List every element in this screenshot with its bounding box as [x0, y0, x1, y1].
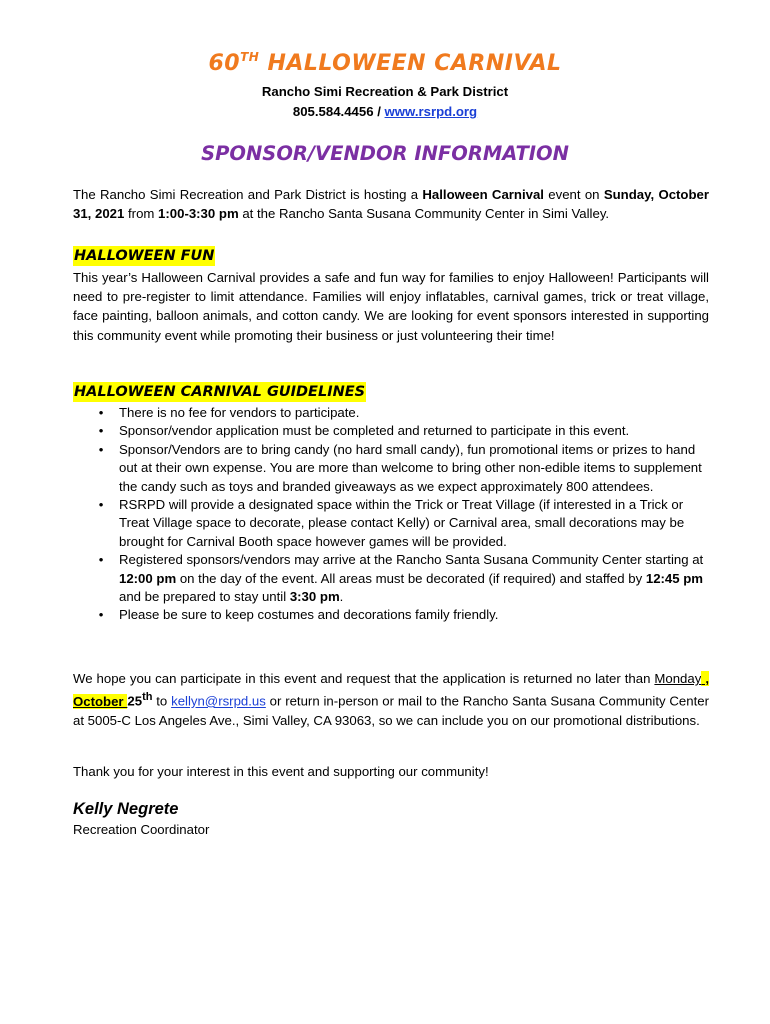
- guideline-text-part: .: [339, 589, 344, 605]
- signature-name: Kelly Negrete: [73, 800, 179, 818]
- title-superscript: TH: [240, 50, 260, 64]
- deadline-month: , October: [73, 671, 709, 709]
- guideline-item: [96, 496, 711, 551]
- deadline-day-suffix: th: [142, 691, 153, 704]
- document-title: [0, 50, 770, 76]
- guideline-text: [119, 552, 703, 604]
- section-subtitle: SPONSOR/VENDOR INFORMATION: [201, 142, 569, 165]
- guidelines-list: [96, 404, 711, 625]
- guideline-text: RSRPD will provide a designated space within the Trick or Treat Village (if interested in a Trick or Treat Village space to decorate, please contact Kelly) or Carnival area, small decorations may be brought for Carnival Booth space however games will be provided.: [119, 497, 685, 549]
- organization-name: Rancho Simi Recreation & Park District: [261, 84, 509, 99]
- guideline-item: [96, 404, 711, 422]
- intro-text: The Rancho Simi Recreation and Park District is hosting a: [73, 187, 423, 202]
- contact-separator: /: [373, 104, 385, 119]
- bullet-icon: •: [98, 441, 104, 457]
- email-link[interactable]: kellyn@rsrpd.us: [171, 693, 266, 709]
- guideline-text: Sponsor/Vendors are to bring candy (no hard small candy), fun promotional items or prizes to hand out at their own expense. You are more than welcome to bring other non-edible items to supplement the candy such as toys and branded giveaways as we expect approximately 800 attendees.: [119, 441, 702, 494]
- end-time: 3:30 pm: [289, 589, 340, 605]
- deadline-day: 25: [127, 693, 143, 709]
- thanks-line: Thank you for your interest in this event and supporting our community!: [73, 764, 489, 779]
- intro-text: from: [124, 206, 159, 222]
- event-name: Halloween Carnival: [422, 187, 544, 202]
- arrival-time: 12:00 pm: [119, 570, 177, 586]
- request-paragraph: [73, 669, 709, 730]
- contact-line: [0, 104, 770, 119]
- bullet-icon: •: [98, 497, 104, 513]
- deadline-weekday: Monday: [654, 671, 702, 686]
- title-number: 60: [208, 51, 241, 76]
- title-text: HALLOWEEN CARNIVAL: [259, 51, 562, 76]
- guideline-item: [96, 422, 711, 440]
- website-link[interactable]: www.rsrpd.org: [384, 104, 478, 119]
- guideline-item: [96, 551, 711, 606]
- intro-text: event on: [543, 187, 604, 202]
- guideline-item: [96, 441, 711, 496]
- halloween-fun-heading: HALLOWEEN FUN: [74, 248, 215, 264]
- staffed-time: 12:45 pm: [645, 570, 704, 586]
- guidelines-heading: HALLOWEEN CARNIVAL GUIDELINES: [74, 384, 366, 400]
- request-text: or return in-person or mail to the Rancho Santa Susana Community Center at 5005-C Los Angeles Ave., Simi Valley, CA 93063, so we can include you on our promotional distributions.: [73, 693, 709, 728]
- guideline-text: There is no fee for vendors to participate.: [119, 405, 360, 420]
- halloween-fun-paragraph: This year’s Halloween Carnival provides a safe and fun way for families to enjoy Halloween! Participants will need to pre-register to limit attendance. Families will enjoy inflatables, carnival games, trick or treat village, face painting, balloon animals, and cotton candy. We are looking for event sponsors interested in supporting this community event while promoting their business or just volunteering their time!: [73, 270, 709, 343]
- bullet-icon: •: [98, 607, 104, 623]
- intro-text: at the Rancho Santa Susana Community Center in Simi Valley.: [238, 206, 610, 222]
- intro-paragraph: [73, 185, 709, 223]
- guideline-text-part: on the day of the event. All areas must be decorated (if required) and staffed by: [176, 570, 646, 586]
- signature-title: Recreation Coordinator: [73, 822, 210, 837]
- guideline-text-part: Registered sponsors/vendors may arrive at the Rancho Santa Susana Community Center starting at: [119, 552, 704, 568]
- event-time: 1:00-3:30 pm: [158, 206, 239, 222]
- bullet-icon: •: [98, 552, 104, 568]
- request-text: to: [152, 693, 172, 709]
- guideline-text: Please be sure to keep costumes and decorations family friendly.: [119, 607, 499, 623]
- guideline-text: Sponsor/vendor application must be completed and returned to participate in this event.: [119, 423, 630, 439]
- bullet-icon: •: [98, 405, 104, 420]
- guideline-item: [96, 606, 711, 624]
- guideline-text-part: and be prepared to stay until: [119, 589, 290, 605]
- request-text: We hope you can participate in this event and request that the application is returned no later than: [73, 671, 655, 686]
- phone-number: 805.584.4456: [292, 104, 374, 119]
- event-date: Sunday, October 31, 2021: [73, 187, 710, 222]
- bullet-icon: •: [98, 423, 104, 439]
